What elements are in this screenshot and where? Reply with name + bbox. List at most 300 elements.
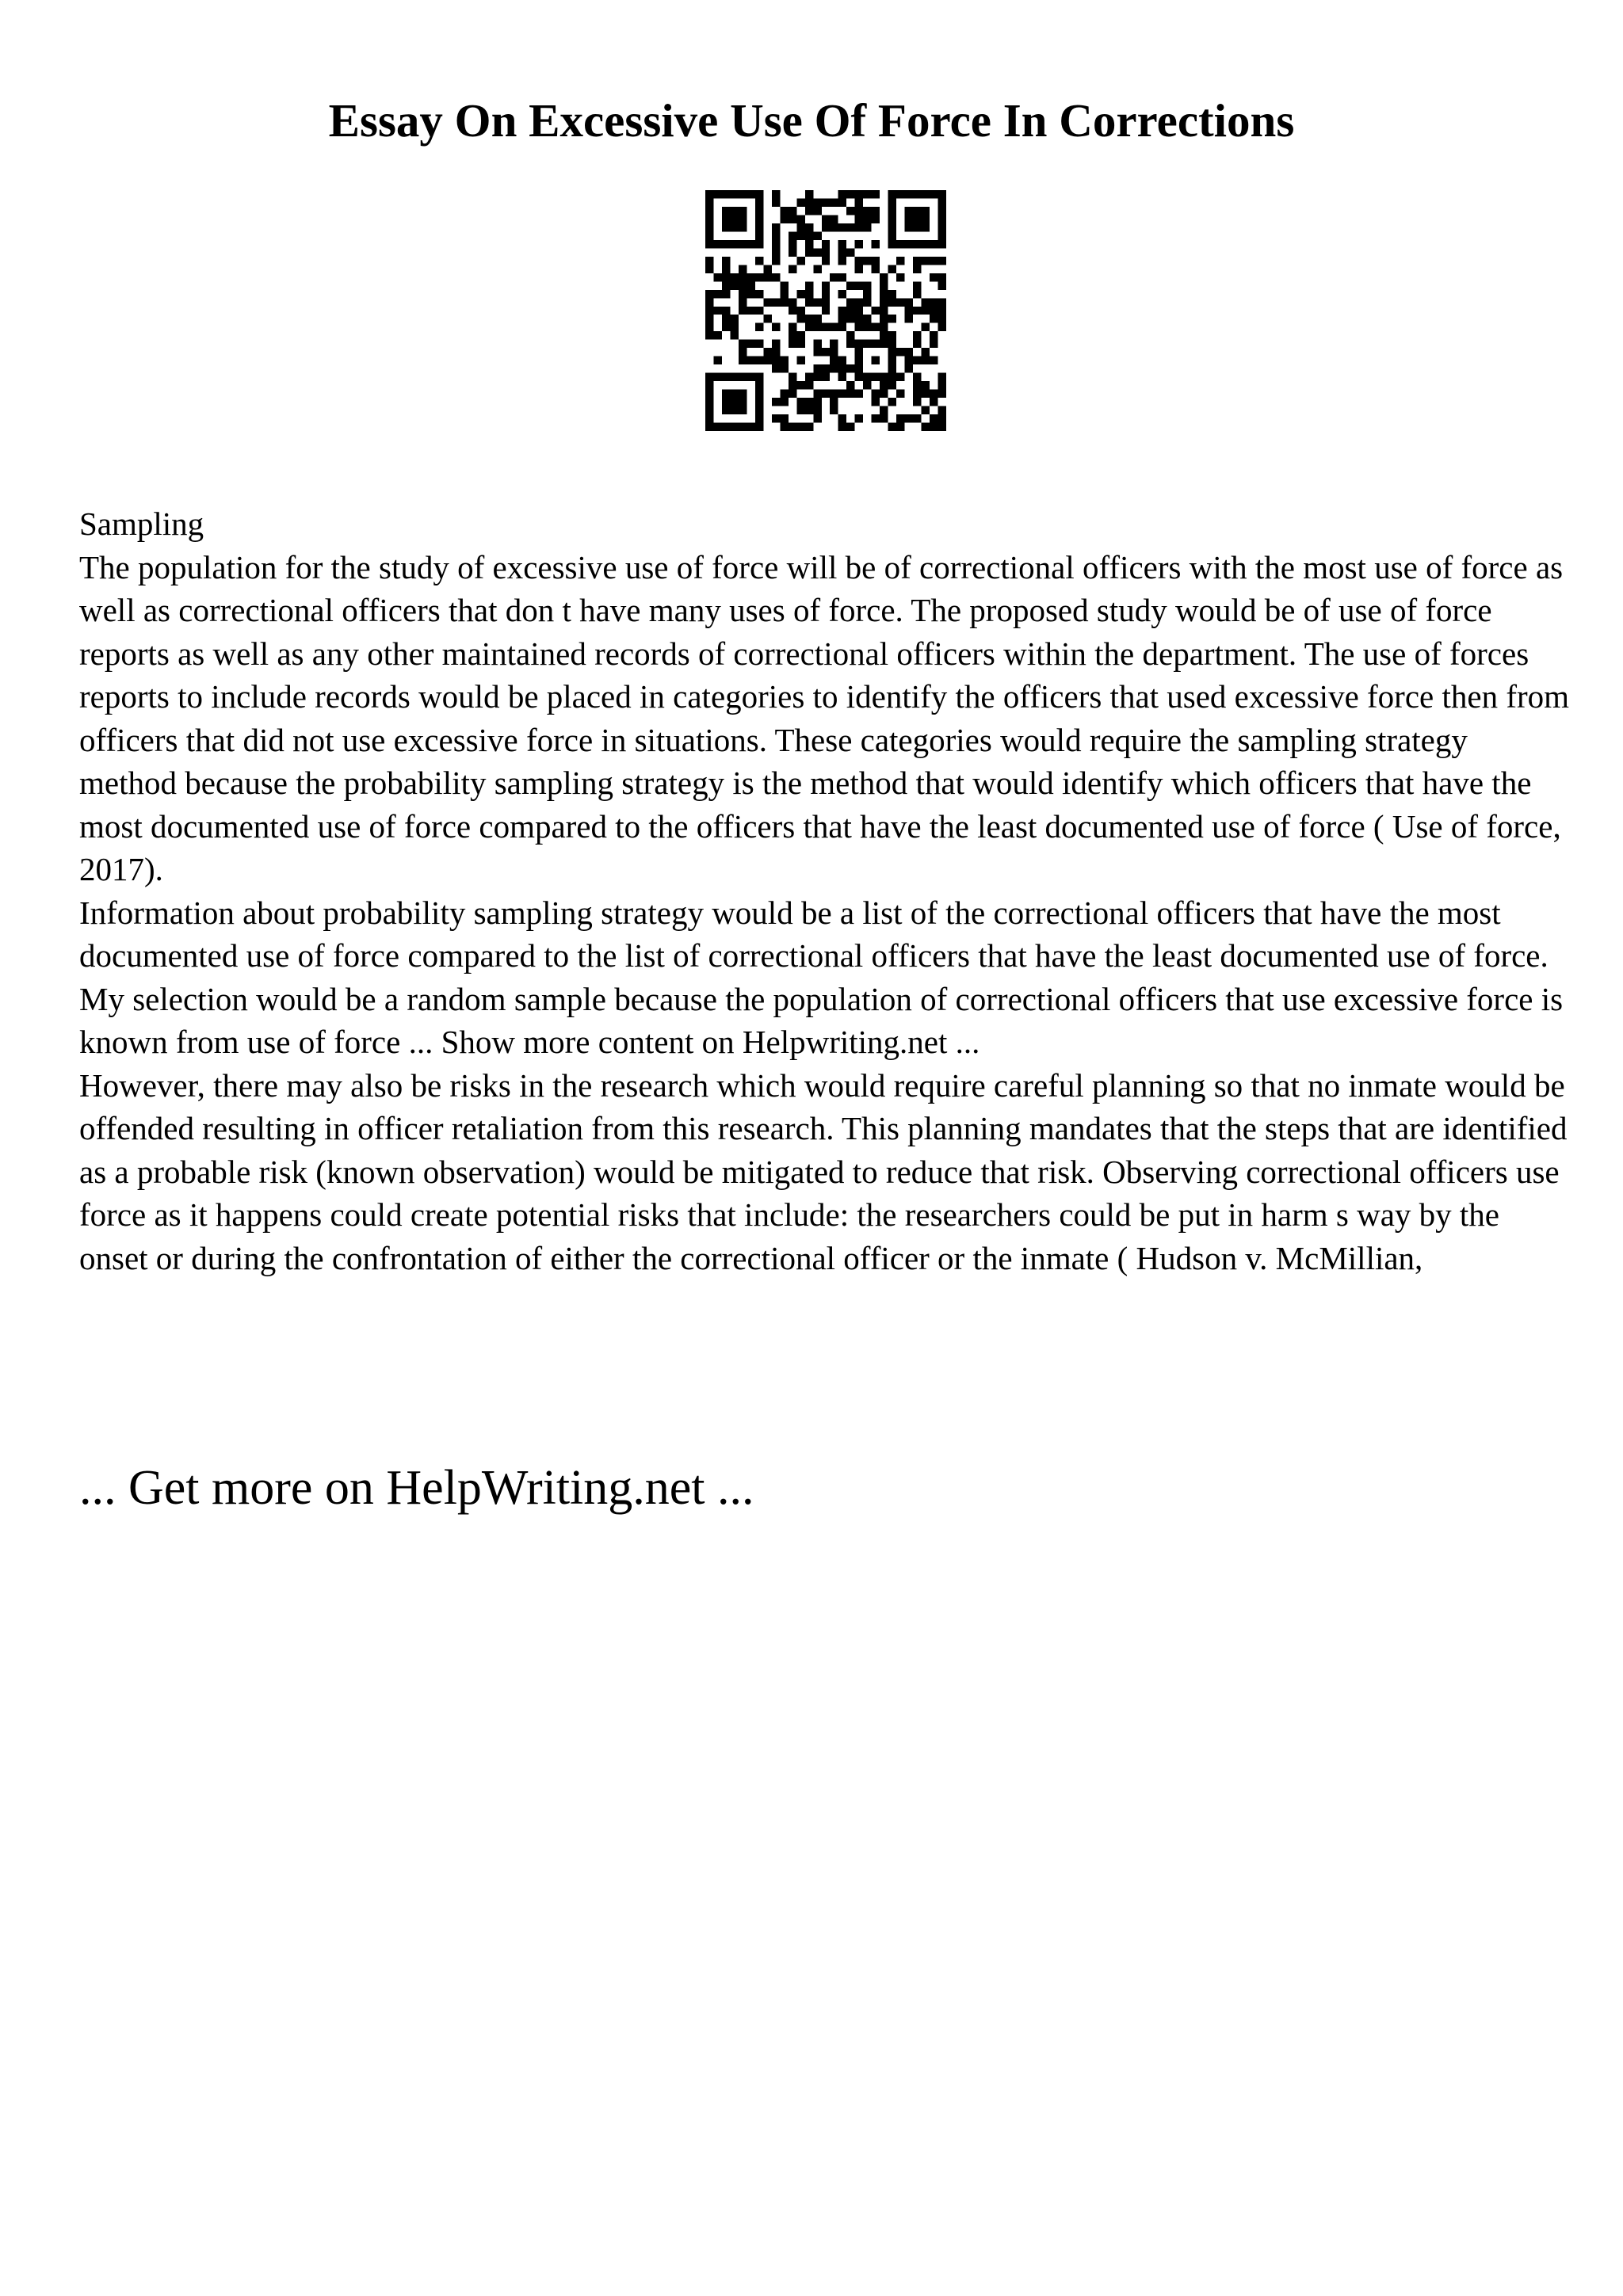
qr-module: [755, 198, 763, 206]
qr-module: [722, 215, 730, 223]
qr-module: [930, 315, 938, 322]
qr-module: [780, 357, 788, 364]
qr-module: [913, 257, 921, 265]
qr-module: [838, 390, 846, 398]
qr-module: [913, 390, 921, 398]
qr-module: [705, 307, 713, 315]
qr-module: [880, 290, 888, 298]
qr-module: [930, 298, 938, 306]
qr-module: [872, 307, 880, 315]
qr-module: [789, 248, 796, 256]
qr-module: [772, 348, 780, 356]
qr-module: [705, 331, 713, 339]
paragraph-1: The population for the study of excessive use of force will be of correctional officers with the most use of force as well as correctional officers that don t have many uses of force. The proposed study would be of use of force reports as well as any other maintained records of correctional officers within the department. The use of forces reports to include records would be placed in categories to identify the officers that used excessive force then from officers that did not use excessive force in situations. These categories would require the sampling strategy method because the probability sampling strategy is the method that would identify which officers that have the most documented use of force compared to the officers that have the least documented use of force ( Use of force, 2017).: [79, 548, 1570, 887]
qr-module: [846, 248, 854, 256]
qr-module: [913, 240, 921, 248]
qr-module: [822, 198, 830, 206]
qr-module: [938, 223, 946, 231]
qr-module: [855, 257, 863, 265]
qr-module: [913, 381, 921, 389]
qr-module: [705, 198, 713, 206]
qr-module: [896, 240, 904, 248]
qr-module: [739, 273, 747, 281]
qr-module: [846, 223, 854, 231]
qr-module: [713, 307, 721, 315]
qr-module: [789, 390, 796, 398]
qr-module: [805, 315, 813, 322]
qr-module: [855, 348, 863, 356]
qr-module: [730, 406, 738, 414]
qr-module: [888, 240, 896, 248]
qr-module: [830, 357, 838, 364]
qr-module: [905, 414, 913, 422]
qr-module: [772, 357, 780, 364]
qr-module: [930, 257, 938, 265]
qr-module: [789, 265, 796, 273]
qr-module: [789, 207, 796, 215]
qr-module: [938, 215, 946, 223]
qr-module: [888, 231, 896, 239]
qr-module: [789, 215, 796, 223]
qr-module: [705, 381, 713, 389]
qr-module: [846, 190, 854, 198]
qr-module: [755, 373, 763, 381]
qr-module: [938, 381, 946, 389]
qr-module: [730, 323, 738, 331]
qr-module: [846, 381, 854, 389]
qr-module: [805, 198, 813, 206]
qr-module: [913, 207, 921, 215]
qr-module: [880, 414, 888, 422]
qr-module: [747, 357, 754, 364]
qr-module: [755, 207, 763, 215]
qr-module: [722, 273, 730, 281]
qr-module: [905, 215, 913, 223]
qr-module: [755, 290, 763, 298]
qr-module: [730, 240, 738, 248]
qr-module: [813, 340, 821, 348]
qr-module: [830, 223, 838, 231]
qr-module: [755, 323, 763, 331]
qr-module: [705, 257, 713, 265]
qr-module: [938, 323, 946, 331]
qr-module: [896, 273, 904, 281]
qr-module: [789, 381, 796, 389]
qr-module: [722, 398, 730, 406]
qr-module: [747, 307, 754, 315]
qr-module: [713, 357, 721, 364]
qr-module: [780, 364, 788, 372]
qr-module: [822, 215, 830, 223]
qr-module: [822, 248, 830, 256]
qr-module: [730, 281, 738, 289]
qr-module: [880, 381, 888, 389]
qr-module: [888, 373, 896, 381]
qr-module: [705, 207, 713, 215]
qr-module: [763, 273, 771, 281]
qr-module: [930, 398, 938, 406]
qr-module: [705, 298, 713, 306]
qr-module: [855, 240, 863, 248]
qr-module: [822, 290, 830, 298]
qr-module: [822, 390, 830, 398]
qr-module: [846, 364, 854, 372]
qr-module: [755, 414, 763, 422]
qr-module: [739, 215, 747, 223]
qr-module: [888, 190, 896, 198]
qr-module: [830, 198, 838, 206]
qr-module: [822, 364, 830, 372]
qr-module: [755, 398, 763, 406]
qr-module: [722, 423, 730, 431]
qr-module: [739, 307, 747, 315]
qr-module: [805, 207, 813, 215]
qr-module: [705, 406, 713, 414]
qr-module: [930, 390, 938, 398]
qr-module: [896, 390, 904, 398]
qr-module: [755, 223, 763, 231]
qr-module: [913, 290, 921, 298]
qr-module: [830, 273, 838, 281]
qr-module: [805, 223, 813, 231]
qr-module: [822, 240, 830, 248]
qr-module: [772, 340, 780, 348]
qr-module: [838, 307, 846, 315]
qr-module: [830, 390, 838, 398]
qr-module: [863, 381, 871, 389]
qr-module: [813, 398, 821, 406]
qr-module: [705, 323, 713, 331]
qr-module: [830, 398, 838, 406]
qr-module: [880, 298, 888, 306]
qr-module: [755, 307, 763, 315]
qr-module: [780, 290, 788, 298]
qr-module: [830, 340, 838, 348]
qr-module: [880, 390, 888, 398]
qr-module: [730, 190, 738, 198]
qr-module: [705, 423, 713, 431]
qr-module: [780, 398, 788, 406]
qr-module: [722, 281, 730, 289]
qr-module: [822, 257, 830, 265]
qr-module: [755, 190, 763, 198]
qr-module: [913, 190, 921, 198]
qr-module: [938, 406, 946, 414]
qr-module: [880, 273, 888, 281]
qr-module: [896, 423, 904, 431]
qr-module: [922, 190, 930, 198]
qr-module: [805, 240, 813, 248]
qr-code-icon: [705, 190, 946, 431]
qr-module: [888, 265, 896, 273]
qr-module: [705, 265, 713, 273]
qr-module: [938, 423, 946, 431]
qr-module: [705, 398, 713, 406]
qr-module: [705, 240, 713, 248]
qr-module: [846, 315, 854, 322]
qr-module: [938, 257, 946, 265]
qr-module: [813, 298, 821, 306]
qr-module: [739, 281, 747, 289]
qr-module: [888, 340, 896, 348]
qr-module: [863, 207, 871, 215]
qr-module: [705, 215, 713, 223]
qr-module: [905, 357, 913, 364]
qr-module: [938, 273, 946, 281]
qr-module: [789, 231, 796, 239]
qr-module: [739, 223, 747, 231]
qr-module: [855, 414, 863, 422]
qr-module: [805, 248, 813, 256]
qr-module: [922, 323, 930, 331]
qr-module: [796, 315, 804, 322]
qr-module: [739, 390, 747, 398]
qr-module: [838, 357, 846, 364]
qr-module: [763, 265, 771, 273]
qr-module: [922, 215, 930, 223]
qr-module: [930, 423, 938, 431]
qr-module: [880, 315, 888, 322]
qr-module: [913, 331, 921, 339]
qr-module: [922, 423, 930, 431]
qr-module: [905, 364, 913, 372]
qr-module: [730, 423, 738, 431]
qr-module: [772, 190, 780, 198]
qr-module: [813, 406, 821, 414]
qr-module: [838, 198, 846, 206]
qr-module: [913, 307, 921, 315]
qr-module: [805, 373, 813, 381]
qr-module: [888, 198, 896, 206]
qr-module: [772, 240, 780, 248]
qr-module: [872, 257, 880, 265]
qr-module: [855, 281, 863, 289]
qr-module: [938, 240, 946, 248]
qr-module: [822, 298, 830, 306]
paragraph-3: However, there may also be risks in the research which would require careful planning so that no inmate would be offended resulting in officer retaliation from this research. This planning mandates that the steps that are identified as a probable risk (known observation) would be mitigated to reduce that risk. Observing correctional officers use force as it happens could create potential risks that include: the researchers could be put in harm s way by the onset or during the confrontation of either the correctional officer or the inmate ( Hudson v. McMillian,: [79, 1066, 1568, 1276]
qr-module: [747, 240, 754, 248]
qr-module: [888, 331, 896, 339]
qr-module: [846, 423, 854, 431]
qr-module: [913, 281, 921, 289]
qr-module: [796, 231, 804, 239]
qr-module: [739, 298, 747, 306]
qr-module: [789, 340, 796, 348]
qr-module: [913, 373, 921, 381]
qr-module: [722, 315, 730, 322]
qr-module: [855, 323, 863, 331]
qr-module: [747, 290, 754, 298]
qr-module: [796, 340, 804, 348]
qr-module: [805, 423, 813, 431]
qr-module: [872, 398, 880, 406]
qr-module: [722, 390, 730, 398]
qr-module: [905, 207, 913, 215]
qr-module: [813, 248, 821, 256]
qr-module: [772, 231, 780, 239]
qr-module: [872, 207, 880, 215]
qr-module: [755, 240, 763, 248]
qr-module: [888, 364, 896, 372]
qr-module: [913, 223, 921, 231]
qr-module: [755, 423, 763, 431]
qr-module: [863, 315, 871, 322]
qr-module: [813, 315, 821, 322]
qr-module: [772, 198, 780, 206]
qr-module: [705, 390, 713, 398]
qr-module: [822, 323, 830, 331]
qr-module: [863, 190, 871, 198]
qr-module: [713, 290, 721, 298]
qr-module: [880, 281, 888, 289]
qr-module: [888, 290, 896, 298]
qr-module: [796, 257, 804, 265]
qr-module: [930, 190, 938, 198]
qr-module: [863, 257, 871, 265]
qr-module: [713, 423, 721, 431]
qr-module: [922, 223, 930, 231]
qr-module: [730, 398, 738, 406]
qr-module: [722, 223, 730, 231]
qr-module: [838, 248, 846, 256]
qr-module: [838, 240, 846, 248]
qr-module: [880, 323, 888, 331]
qr-module: [905, 348, 913, 356]
qr-module: [872, 390, 880, 398]
qr-module: [863, 215, 871, 223]
qr-module: [755, 257, 763, 265]
qr-module: [930, 357, 938, 364]
qr-module: [739, 423, 747, 431]
qr-module: [938, 298, 946, 306]
qr-module: [722, 207, 730, 215]
qr-module: [705, 223, 713, 231]
qr-module: [730, 331, 738, 339]
qr-module: [747, 373, 754, 381]
qr-module: [772, 414, 780, 422]
qr-module: [747, 273, 754, 281]
qr-module: [922, 357, 930, 364]
qr-module: [755, 340, 763, 348]
qr-module: [880, 406, 888, 414]
qr-module: [796, 406, 804, 414]
qr-module: [938, 190, 946, 198]
qr-module: [822, 281, 830, 289]
qr-module: [888, 381, 896, 389]
qr-module: [739, 290, 747, 298]
qr-module: [922, 406, 930, 414]
qr-module: [796, 198, 804, 206]
qr-module: [755, 273, 763, 281]
qr-module: [780, 207, 788, 215]
qr-module: [880, 307, 888, 315]
qr-module: [813, 414, 821, 422]
qr-module: [822, 223, 830, 231]
qr-module: [913, 414, 921, 422]
qr-module: [796, 223, 804, 231]
qr-module: [830, 323, 838, 331]
qr-module: [905, 307, 913, 315]
qr-module: [838, 257, 846, 265]
qr-module: [938, 414, 946, 422]
qr-module: [896, 373, 904, 381]
qr-module: [722, 257, 730, 265]
qr-module: [772, 323, 780, 331]
qr-module: [813, 323, 821, 331]
qr-module: [780, 414, 788, 422]
qr-module: [938, 207, 946, 215]
qr-module: [796, 398, 804, 406]
qr-module: [805, 190, 813, 198]
qr-module: [805, 298, 813, 306]
qr-module: [813, 231, 821, 239]
qr-module: [846, 390, 854, 398]
qr-module: [772, 257, 780, 265]
qr-module: [905, 223, 913, 231]
qr-module: [905, 240, 913, 248]
qr-module: [863, 298, 871, 306]
qr-module: [896, 257, 904, 265]
qr-module: [763, 298, 771, 306]
qr-module: [855, 215, 863, 223]
get-more-link[interactable]: ... Get more on HelpWriting.net ...: [79, 1461, 754, 1515]
section-heading: Sampling: [79, 505, 204, 542]
qr-module: [780, 281, 788, 289]
qr-module: [938, 315, 946, 322]
qr-module: [813, 348, 821, 356]
qr-module: [713, 373, 721, 381]
qr-module: [846, 298, 854, 306]
qr-module: [872, 240, 880, 248]
qr-module: [863, 373, 871, 381]
qr-module: [863, 281, 871, 289]
qr-module: [930, 273, 938, 281]
qr-module: [888, 215, 896, 223]
qr-module: [805, 323, 813, 331]
qr-module: [789, 323, 796, 331]
qr-module: [805, 398, 813, 406]
qr-module: [880, 373, 888, 381]
qr-module: [805, 406, 813, 414]
qr-module: [805, 281, 813, 289]
qr-module: [888, 357, 896, 364]
qr-module: [739, 207, 747, 215]
qr-module: [880, 331, 888, 339]
qr-module: [830, 406, 838, 414]
qr-module: [838, 323, 846, 331]
qr-module: [813, 390, 821, 398]
qr-module: [805, 290, 813, 298]
qr-module: [913, 265, 921, 273]
qr-module: [763, 348, 771, 356]
qr-module: [872, 414, 880, 422]
qr-module: [755, 381, 763, 389]
document-title: Essay On Excessive Use Of Force In Corrections: [328, 94, 1295, 147]
qr-module: [739, 190, 747, 198]
qr-module: [930, 331, 938, 339]
qr-module: [705, 315, 713, 322]
qr-module: [780, 390, 788, 398]
qr-module: [772, 223, 780, 231]
qr-module: [763, 315, 771, 322]
qr-module: [705, 231, 713, 239]
qr-module: [805, 381, 813, 389]
qr-module: [805, 231, 813, 239]
qr-module: [755, 215, 763, 223]
qr-module: [830, 348, 838, 356]
qr-module: [838, 273, 846, 281]
qr-module: [938, 307, 946, 315]
